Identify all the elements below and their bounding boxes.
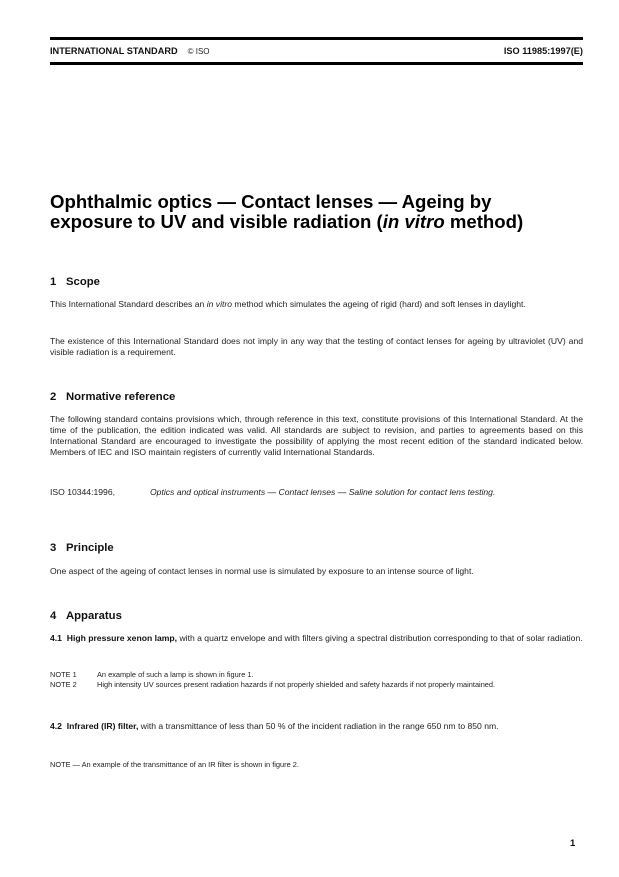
section-number: 2: [50, 391, 57, 403]
title-line-2-end: method): [444, 211, 524, 232]
section-title: Normative reference: [66, 391, 176, 403]
section-apparatus: [50, 609, 583, 623]
item-number: 4.1: [50, 633, 62, 643]
title-line-1: Ophthalmic optics — Contact lenses — Ageing by: [50, 191, 492, 212]
title-line-2-text: exposure to UV and visible radiation (: [50, 211, 383, 232]
header-top-rule: [50, 37, 583, 40]
apparatus-item-4-2: [50, 721, 583, 732]
paragraph-text: The existence of this International Standard does not imply in any way that the testing of contact lenses for ageing by ultraviolet (UV) and visible radiation is a requirement.: [50, 336, 583, 357]
note-label: NOTE 1: [50, 670, 77, 679]
section-number: 1: [50, 276, 57, 288]
note-label: NOTE 2: [50, 680, 77, 689]
section-heading: [50, 275, 583, 289]
item-term: Infrared (IR) filter,: [66, 721, 139, 731]
header-copyright: © ISO: [187, 47, 210, 56]
title-line-2: [50, 212, 583, 232]
apparatus-note-4-2: [50, 760, 583, 770]
title-italic-term: in vitro: [382, 211, 445, 232]
principle-paragraph: [50, 566, 583, 577]
item-text: with a quartz envelope and with filters giving a spectral distribution corresponding to that of solar radiation.: [177, 633, 583, 643]
section-number: 4: [50, 610, 57, 622]
apparatus-notes-4-1: [50, 670, 583, 690]
paragraph-text: method which simulates the ageing of rigid (hard) and soft lenses in daylight.: [232, 299, 526, 309]
normative-paragraph: [50, 414, 583, 458]
scope-paragraph-2: [50, 336, 583, 358]
header-bottom-rule: [50, 62, 583, 65]
reference-title: Optics and optical instruments — Contact lenses — Saline solution for contact lens testing.: [150, 487, 496, 497]
page-header: [50, 43, 583, 59]
section-heading: [50, 609, 583, 623]
note-text: High intensity UV sources present radiation hazards if not properly shielded and safety hazards if not properly maintained.: [97, 680, 496, 689]
section-number: 3: [50, 542, 57, 554]
scope-paragraph-1: [50, 299, 583, 310]
normative-reference-entry: [50, 487, 583, 498]
italic-term: in vitro: [206, 299, 233, 309]
header-standard-number: ISO 11985:1997(E): [503, 46, 583, 56]
section-principle: [50, 541, 583, 555]
section-title: Scope: [66, 276, 100, 288]
reference-id: ISO 10344:1996,: [50, 487, 115, 497]
section-title: Principle: [66, 542, 114, 554]
note-text: An example of such a lamp is shown in figure 1.: [97, 670, 254, 679]
item-term: High pressure xenon lamp,: [66, 633, 178, 643]
section-heading: [50, 390, 583, 404]
header-document-type: INTERNATIONAL STANDARD: [50, 46, 178, 56]
section-scope: [50, 275, 583, 289]
section-normative-reference: [50, 390, 583, 404]
section-title: Apparatus: [66, 610, 122, 622]
note-1: [50, 670, 583, 680]
item-text: with a transmittance of less than 50 % of the incident radiation in the range 650 nm to 850 nm.: [138, 721, 499, 731]
page-number: 1: [570, 838, 576, 849]
document-title: [50, 192, 583, 232]
paragraph-text: The following standard contains provisions which, through reference in this text, constitute provisions of this International Standard. At the time of the publication, the edition indicated was valid. All standards are subject to revision, and parties to agreements based on this International Standard are encouraged to investigate the possibility of applying the most recent edition of the standard indicated below. Members of IEC and ISO maintain registers of currently valid International Standards.: [50, 414, 583, 457]
section-heading: [50, 541, 583, 555]
paragraph-text: This International Standard describes an: [50, 299, 207, 309]
apparatus-item-4-1: [50, 633, 583, 644]
note-text: NOTE — An example of the transmittance of an IR filter is shown in figure 2.: [50, 760, 299, 769]
note-2: [50, 680, 583, 690]
paragraph-text: One aspect of the ageing of contact lenses in normal use is simulated by exposure to an intense source of light.: [50, 566, 474, 576]
item-number: 4.2: [50, 721, 62, 731]
